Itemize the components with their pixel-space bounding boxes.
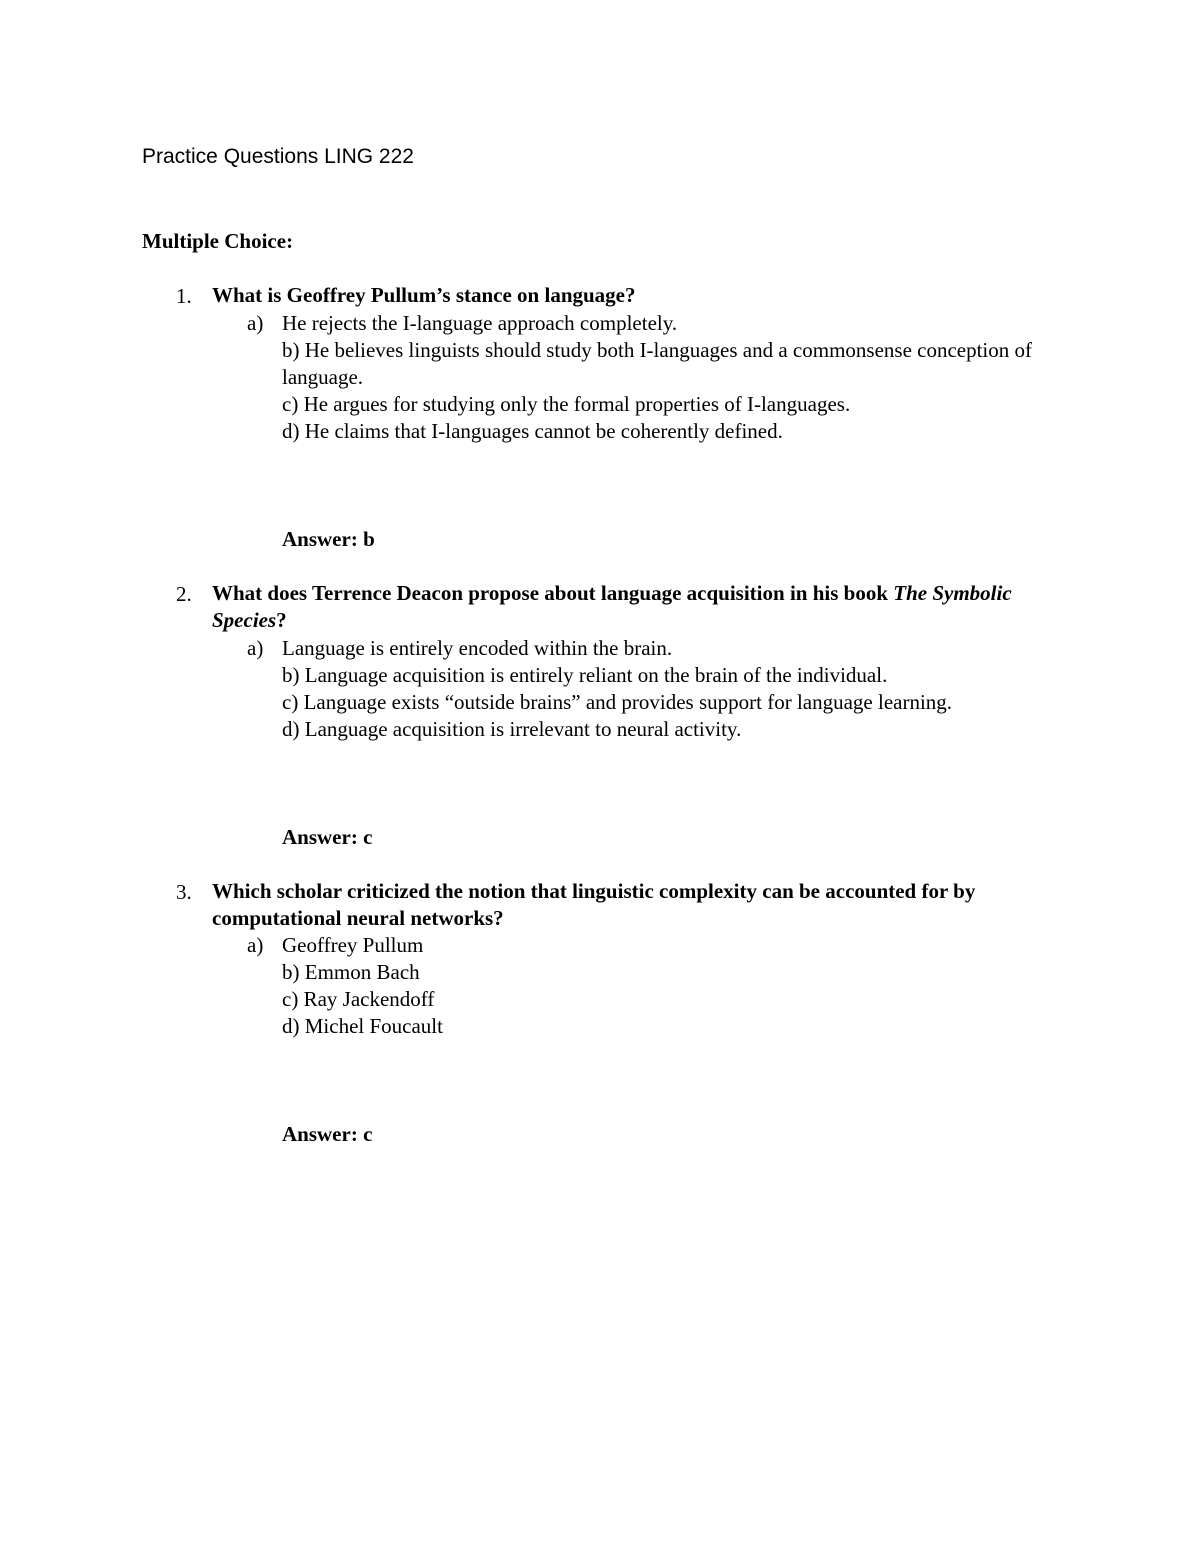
option-letter: a) [247, 636, 264, 660]
book-title: The Symbolic Species [212, 581, 1012, 632]
answer-label: Answer: c [282, 825, 373, 849]
question-number: 1. [176, 284, 192, 308]
option-b: b) Language acquisition is entirely reliant on the brain of the individual. [282, 663, 888, 687]
option-letter: a) [247, 933, 264, 957]
question-text: What is Geoffrey Pullum’s stance on language? [212, 283, 636, 307]
option-a: Language is entirely encoded within the brain. [282, 636, 673, 660]
option-a: He rejects the I-language approach completely. [282, 311, 678, 335]
option-letter: a) [247, 311, 264, 335]
question-text-part: ? [276, 608, 287, 632]
question-number: 2. [176, 582, 192, 606]
option-c: c) Language exists “outside brains” and provides support for language learning. [282, 690, 953, 714]
option-d: d) Language acquisition is irrelevant to neural activity. [282, 717, 742, 741]
option-b: b) Emmon Bach [282, 960, 420, 984]
answer-label: Answer: c [282, 1122, 373, 1146]
option-c: c) He argues for studying only the formal properties of I-languages. [282, 392, 851, 416]
question-number: 3. [176, 880, 192, 904]
option-b: b) He believes linguists should study both I-languages and a commonsense conception of language. [282, 338, 1033, 389]
option-a: Geoffrey Pullum [282, 933, 424, 957]
question-text-part: What does Terrence Deacon propose about language acquisition in his book [212, 581, 894, 605]
option-d: d) He claims that I-languages cannot be coherently defined. [282, 419, 783, 443]
section-heading: Multiple Choice: [142, 229, 294, 253]
document-title: Practice Questions LING 222 [142, 145, 414, 168]
option-c: c) Ray Jackendoff [282, 987, 435, 1011]
option-d: d) Michel Foucault [282, 1014, 443, 1038]
answer-label: Answer: b [282, 527, 375, 551]
question-text: Which scholar criticized the notion that linguistic complexity can be accounted for by computational neural networks? [212, 879, 976, 930]
question-text [212, 580, 1052, 634]
